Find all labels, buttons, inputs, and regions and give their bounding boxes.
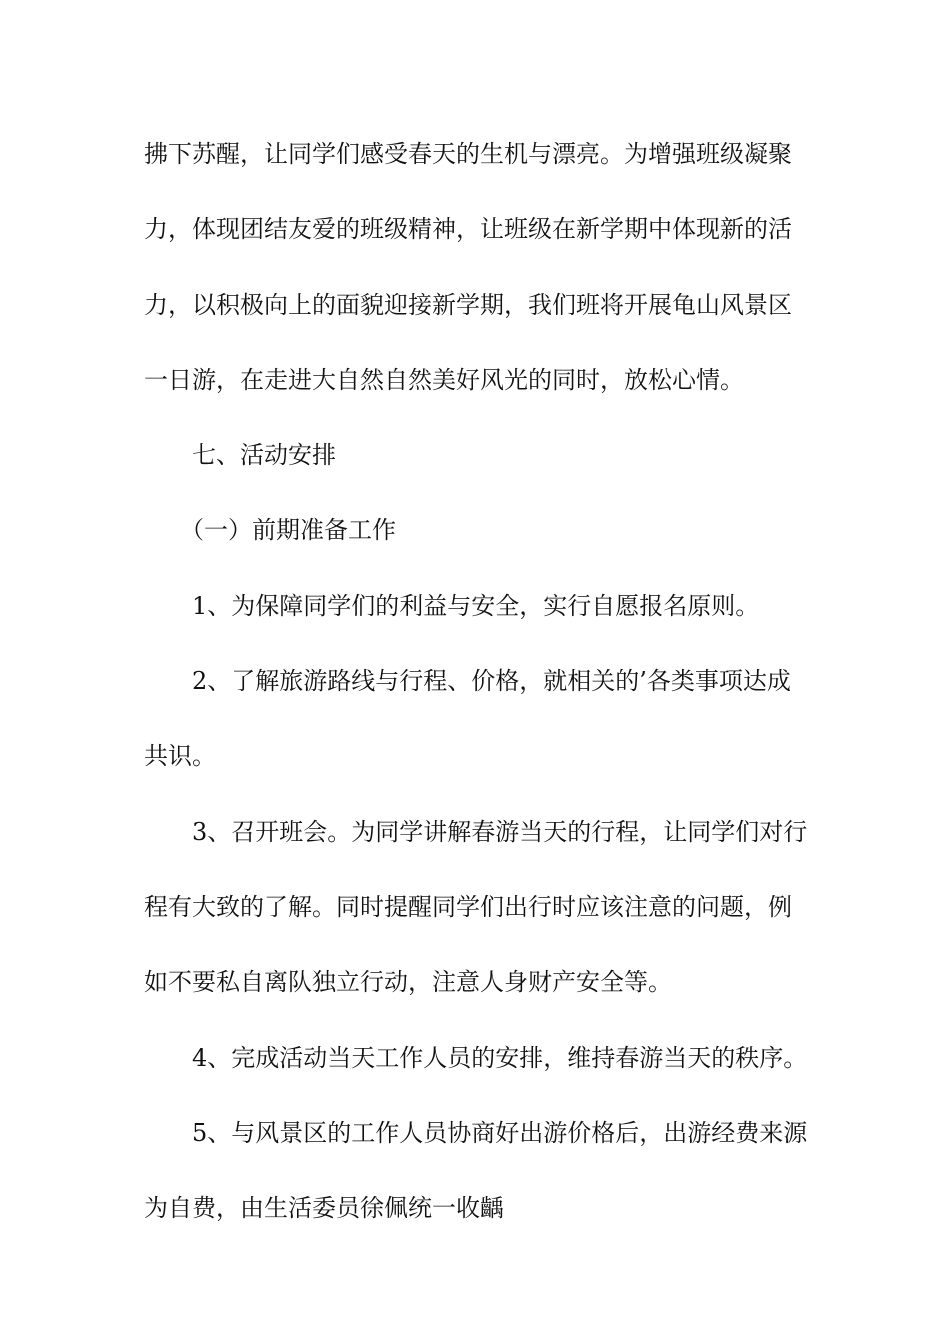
subsection-heading: （一）前期准备工作 bbox=[180, 516, 396, 545]
list-item-line: 共识。 bbox=[144, 742, 216, 771]
list-item-line: 为自费，由生活委员徐佩统一收齲 bbox=[144, 1194, 504, 1223]
paragraph-line: 力，体现团结友爱的班级精神，让班级在新学期中体现新的活 bbox=[144, 215, 792, 244]
list-item-line: 5、与风景区的工作人员协商好出游价格后，出游经费来源 bbox=[192, 1118, 808, 1147]
section-heading: 七、活动安排 bbox=[192, 441, 336, 470]
list-item-line: 1、为保障同学们的利益与安全，实行自愿报名原则。 bbox=[192, 591, 760, 620]
list-item-line: 3、召开班会。为同学讲解春游当天的行程，让同学们对行 bbox=[192, 817, 808, 846]
document-body bbox=[144, 130, 814, 1259]
list-item-line: 2、了解旅游路线与行程、价格，就相关的’各类事项达成 bbox=[192, 667, 791, 696]
list-item-line: 如不要私自离队独立行动，注意人身财产安全等。 bbox=[144, 968, 672, 997]
paragraph-line: 力，以积极向上的面貌迎接新学期，我们班将开展龟山风景区 bbox=[144, 290, 792, 319]
paragraph-line: 拂下苏醒，让同学们感受春天的生机与漂亮。为增强班级凝聚 bbox=[144, 140, 792, 168]
list-item-line: 4、完成活动当天工作人员的安排，维持春游当天的秩序。 bbox=[192, 1043, 808, 1072]
list-item-line: 程有大致的了解。同时提醒同学们出行时应该注意的问题，例 bbox=[144, 892, 792, 921]
paragraph-line: 一日游，在走进大自然自然美好风光的同时，放松心情。 bbox=[144, 365, 744, 394]
